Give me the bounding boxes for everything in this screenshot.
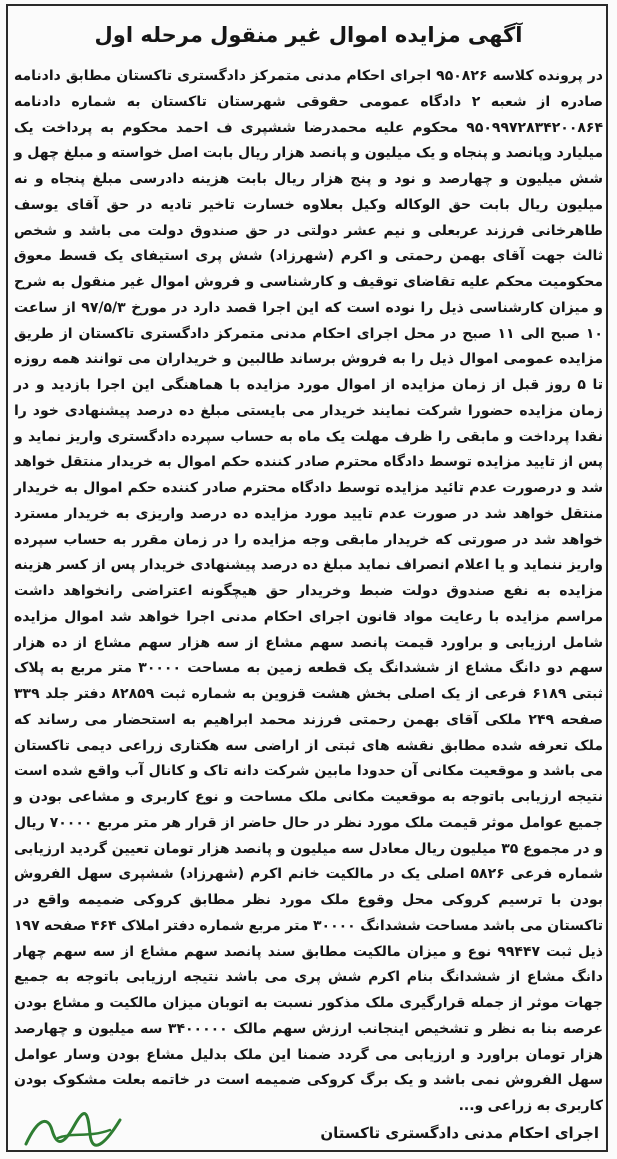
handwritten-signature-icon — [18, 1108, 128, 1154]
notice-title: آگهی مزایده اموال غیر منقول مرحله اول — [94, 23, 523, 47]
notice-signature: اجرای احکام مدنی دادگستری تاکستان — [320, 1124, 599, 1142]
notice-body: در پرونده کلاسه ۹۵۰۸۲۶ اجرای احکام مدنی متمرکز دادگستری تاکستان مطابق دادنامه صادره از شعبه ۲ دادگاه عمومی حقوقی شهرستان تاکستان به شماره دادنامه ۹۵۰۹۹۷۲۸۳۴۲۰۰۸۶۴ محکوم علیه محمدرضا ششپری ف احمد محکوم به پرداخت یک میلیارد وپانصد و پنجاه و یک میلیون و پانصد هزار ریال بابت اصل خواسته و مبلغ چهل و شش میلیون و چهارصد و نود و پنج هزار ریال بابت هزینه دادرسی مبلغ پنجاه و نه میلیون ریال بابت حق الوکاله وکیل بعلاوه خسارت تاخیر تادیه در حق آقای یوسف طاهرخانی فرزند عربعلی و نیم عشر دولتی در حق صندوق دولت می باشد و شخص ثالث جهت آقای بهمن رحمتی و اکرم (شهرزاد) شش پری استیفای یک قسط معوق محکومیت محکم علیه تقاضای توقیف و کارشناسی و فروش اموال غیر منقول به شرح و میزان کارشناسی ذیل را نوده است که این اجرا قصد دارد در مورخ ۹۷/۵/۳ از ساعت ۱۰ صبح الی ۱۱ صبح در محل اجرای احکام مدنی متمرکز دادگستری تاکستان از طریق مزایده عمومی اموال ذیل را به فروش برساند طالبین و خریداران می توانند همه روزه تا ۵ روز قبل از زمان مزایده از اموال مورد مزایده با هماهنگی این اجرا بازدید و در زمان مزایده حضورا شرکت نمایند خریدار می بایستی مبلغ ده درصد پیشنهادی خود را نقدا پرداخت و مابقی را ظرف مهلت یک ماه به حساب سپرده دادگستری واریز نماید و پس از تایید مزایده توسط دادگاه محترم صادر کننده حکم اموال به خریدار منتقل خواهد شد و درصورت عدم تائید مزایده توسط دادگاه محترم صادر کننده حکم اموال به خریدار منتقل خواهد شد در صورت عدم تایید مورد مزایده ده درصد واریزی به خریدار مسترد خواهد شد در صورتی که خریدار مابقی وجه مزایده را در زمان مقرر به حساب سپرده واریز ننماید و یا اعلام انصراف نماید مبلغ ده درصد پیشنهادی خریدار پس از کسر هزینه مزایده به نفع صندوق دولت ضبط وخریدار حق هیچگونه اعتراضی رانخواهد داشت مراسم مزایده با رعایت مواد قانون اجرای احکام مدنی اجرا خواهد شد اموال مزایده شامل ارزیابی و براورد قیمت پانصد سهم مشاع از سه هزار سهم مشاع از ده هزار سهم دو دانگ مشاع از ششدانگ یک قطعه زمین به مساحت ۳۰۰۰۰ متر مربع به پلاک ثبتی ۶۱۸۹ فرعی از یک اصلی بخش هشت قزوین به شماره ثبت ۸۲۸۵۹ دفتر جلد ۳۳۹ صفحه ۲۴۹ ملکی آقای بهمن رحمتی فرزند محمد ابراهیم به استحضار می رساند که ملک تعرفه شده مطابق نقشه های ثبتی از اراضی سه هکتاری زراعی دیمی تاکستان می باشد و موقعیت مکانی آن حدودا مابین شرکت دانه تاک و کانال آب واقع شده است نتیجه ارزیابی باتوجه به موقعیت مکانی ملک مساحت و نوع کاربری و مشاعی بودن و جمیع عوامل موثر قیمت ملک مورد نظر در حال حاضر از قرار هر متر مربع ۷۰۰۰۰ ریال و در مجموع ۳۵ میلیون ریال معادل سه میلیون و پانصد هزار تومان تعیین گردید ارزیابی شماره فرعی ۵۸۲۶ اصلی یک در مالکیت خانم اکرم (شهرزاد) ششپری سهل الفروش بودن با ترسیم کروکی محل وقوع ملک مورد نظر مطابق کروکی ضمیمه واقع در تاکستان می باشد مساحت ششدانگ ۳۰۰۰۰ متر مربع شماره دفتر املاک ۴۶۴ صفحه ۱۹۷ ذیل ثبت ۹۹۴۴۷ نوع و میزان مالکیت مطابق سند پانصد سهم مشاع از سه سهم چهار دانگ مشاع از ششدانگ بنام اکرم شش پری می باشد نتیجه ارزیابی باتوجه به جمیع جهات موثر از جمله قرارگیری ملک مذکور نسبت به اتوبان میزان مالکیت و مشاع بودن عرصه بنا به نظر و تشخیص اینجانب ارزش سهم مالک ۳۴۰۰۰۰۰ سه میلیون و چهارصد هزار تومان براورد و ارزیابی می گردد ضمنا این ملک بدلیل مشاع بودن وسار عوامل سهل الفروش نمی باشد و یک برگ کروکی ضمیمه است در خاتمه بعلت مشکوک بودن کاربری به زراعی و... — [14, 68, 604, 1114]
